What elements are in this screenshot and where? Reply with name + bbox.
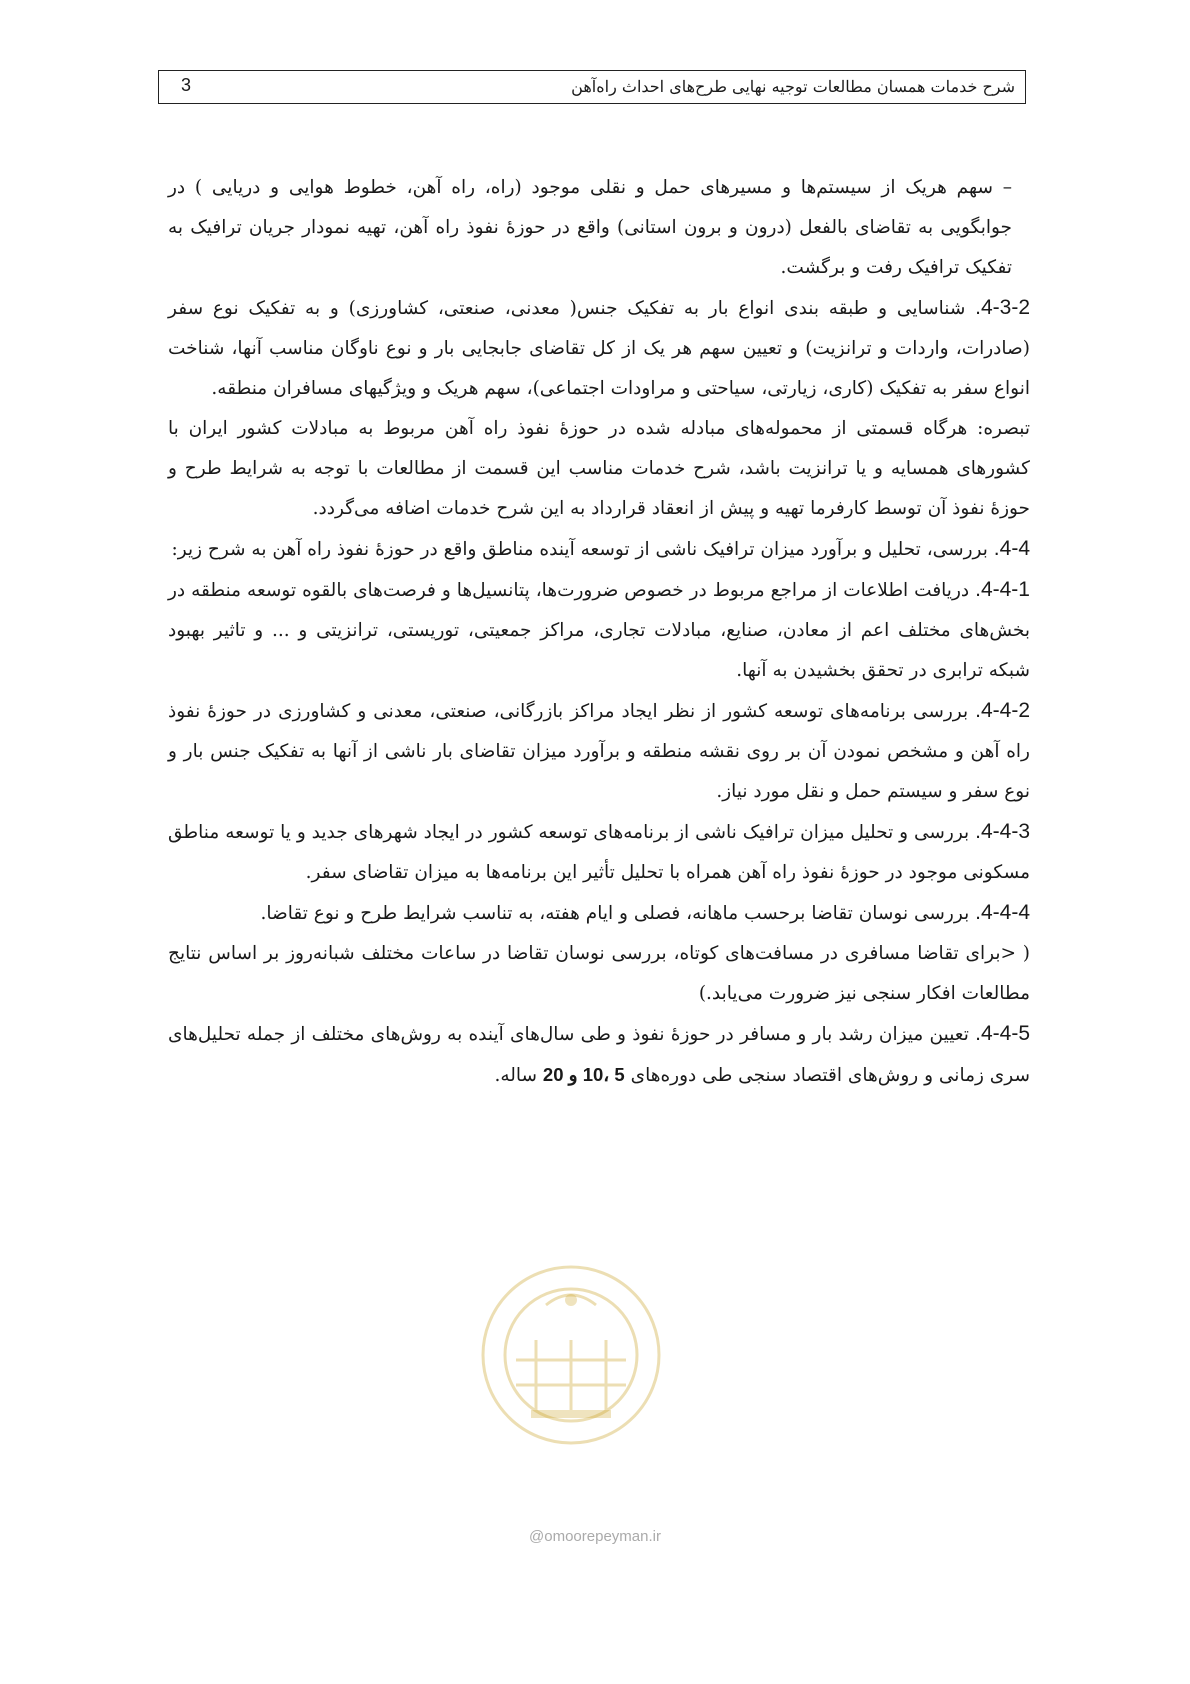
- section-paragraph: [168, 691, 1030, 812]
- watermark-url: @omoorepeyman.ir: [529, 1528, 661, 1545]
- section-number: 4-4-5.: [975, 1022, 1030, 1045]
- section-number: 4-4-4.: [975, 901, 1030, 924]
- note-paragraph: [168, 934, 1030, 1014]
- section-paragraph: [168, 288, 1030, 409]
- paragraph-text: بررسی، تحلیل و برآورد میزان ترافیک ناشی از توسعه آینده مناطق واقع در حوزهٔ نفوذ راه آهن به شرح زیر:: [171, 539, 988, 560]
- section-paragraph: [168, 812, 1030, 893]
- paragraph: [168, 168, 1030, 288]
- section-number: 4-3-2.: [975, 296, 1030, 319]
- period-numbers: 5 ،10 و 20: [542, 1064, 625, 1085]
- paragraph-text: بررسی نوسان تقاضا برحسب ماهانه، فصلی و ایام هفته، به تناسب شرایط طرح و نوع تقاضا.: [260, 903, 970, 924]
- paragraph-text: تعیین میزان رشد بار و مسافر در حوزهٔ نفوذ و طی سال‌های آینده به روش‌های مختلف از جمله تحلیل‌های سری زمانی و روش‌های اقتصاد سنجی طی دوره‌های: [168, 1024, 1030, 1086]
- paragraph-text-end: ساله.: [494, 1065, 538, 1086]
- section-paragraph: [168, 1014, 1030, 1096]
- page-number: 3: [181, 75, 192, 95]
- paragraph-text: – سهم هریک از سیستم‌ها و مسیرهای حمل و نقلی موجود (راه، راه آهن، خطوط هوایی و دریایی ) در جوابگویی به تقاضای بالفعل (درون و برون استانی) واقع در حوزهٔ نفوذ راه آهن، تهیه نمودار جریان ترافیک به تفکیک ترافیک رفت و برگشت.: [168, 177, 1012, 278]
- section-paragraph: [168, 529, 1030, 570]
- paragraph-text: بررسی برنامه‌های توسعه کشور از نظر ایجاد مراکز بازرگانی، صنعتی، معدنی و کشاورزی در حوزهٔ نفوذ راه آهن و مشخص نمودن آن بر روی نقشه منطقه و برآورد میزان تقاضای بار ناشی از آنها به تفکیک جنس بار و نوع سفر و سیستم حمل و نقل مورد نیاز.: [168, 701, 1030, 802]
- section-paragraph: [168, 570, 1030, 691]
- section-number: 4-4.: [993, 537, 1030, 560]
- paragraph-text: ( <برای تقاضا مسافری در مسافت‌های کوتاه، بررسی نوسان تقاضا در ساعات مختلف شبانه‌روز بر اساس نتایج مطالعات افکار سنجی نیز ضرورت می‌یابد.): [168, 943, 1030, 1004]
- section-number: 4-4-1.: [975, 578, 1030, 601]
- paragraph-text: شناسایی و طبقه بندی انواع بار به تفکیک جنس( معدنی، صنعتی، کشاورزی) و به تفکیک نوع سفر (صادرات، واردات و ترانزیت) و تعیین سهم هر یک از کل تقاضای جابجایی بار و نوع ناوگان مناسب آنها، شناخت انواع سفر به تفکیک (کاری، زیارتی، سیاحتی و مراودات اجتماعی)، سهم هریک و ویژگیهای مسافران منطقه.: [168, 298, 1030, 399]
- watermark-seal-icon: [476, 1260, 666, 1492]
- note-paragraph: [168, 409, 1030, 529]
- page-header: [158, 70, 1026, 104]
- paragraph-text: بررسی و تحلیل میزان ترافیک ناشی از برنامه‌های توسعه کشور در ایجاد شهرهای جدید و یا توسعه مناطق مسکونی موجود در حوزهٔ نفوذ راه آهن همراه با تحلیل تأثیر این برنامه‌ها به میزان تقاضای سفر.: [168, 822, 1030, 883]
- document-title: شرح خدمات همسان مطالعات توجیه نهایی طرح‌های احداث راه‌آهن: [571, 77, 1015, 96]
- paragraph-text: تبصره: هرگاه قسمتی از محموله‌های مبادله شده در حوزهٔ نفوذ راه آهن مربوط به مبادلات کشور ایران با کشورهای همسایه و یا ترانزیت باشد، شرح خدمات مناسب این قسمت از مطالعات با توجه به شرایط طرح و حوزهٔ نفوذ آن توسط کارفرما تهیه و پیش از انعقاد قرارداد به این شرح خدمات اضافه می‌گردد.: [168, 418, 1030, 519]
- document-body: [168, 168, 1030, 1096]
- section-number: 4-4-3.: [975, 820, 1031, 843]
- section-paragraph: [168, 893, 1030, 934]
- paragraph-text: دریافت اطلاعات از مراجع مربوط در خصوص ضرورت‌ها، پتانسیل‌ها و فرصت‌های بالقوه توسعه منطقه در بخش‌های مختلف اعم از معادن، صنایع، مبادلات تجاری، مراکز جمعیتی، توریستی، ترانزیتی و ... و تاثیر بهبود شبکه ترابری در تحقق بخشیدن به آنها.: [168, 580, 1030, 681]
- section-number: 4-4-2.: [975, 699, 1031, 722]
